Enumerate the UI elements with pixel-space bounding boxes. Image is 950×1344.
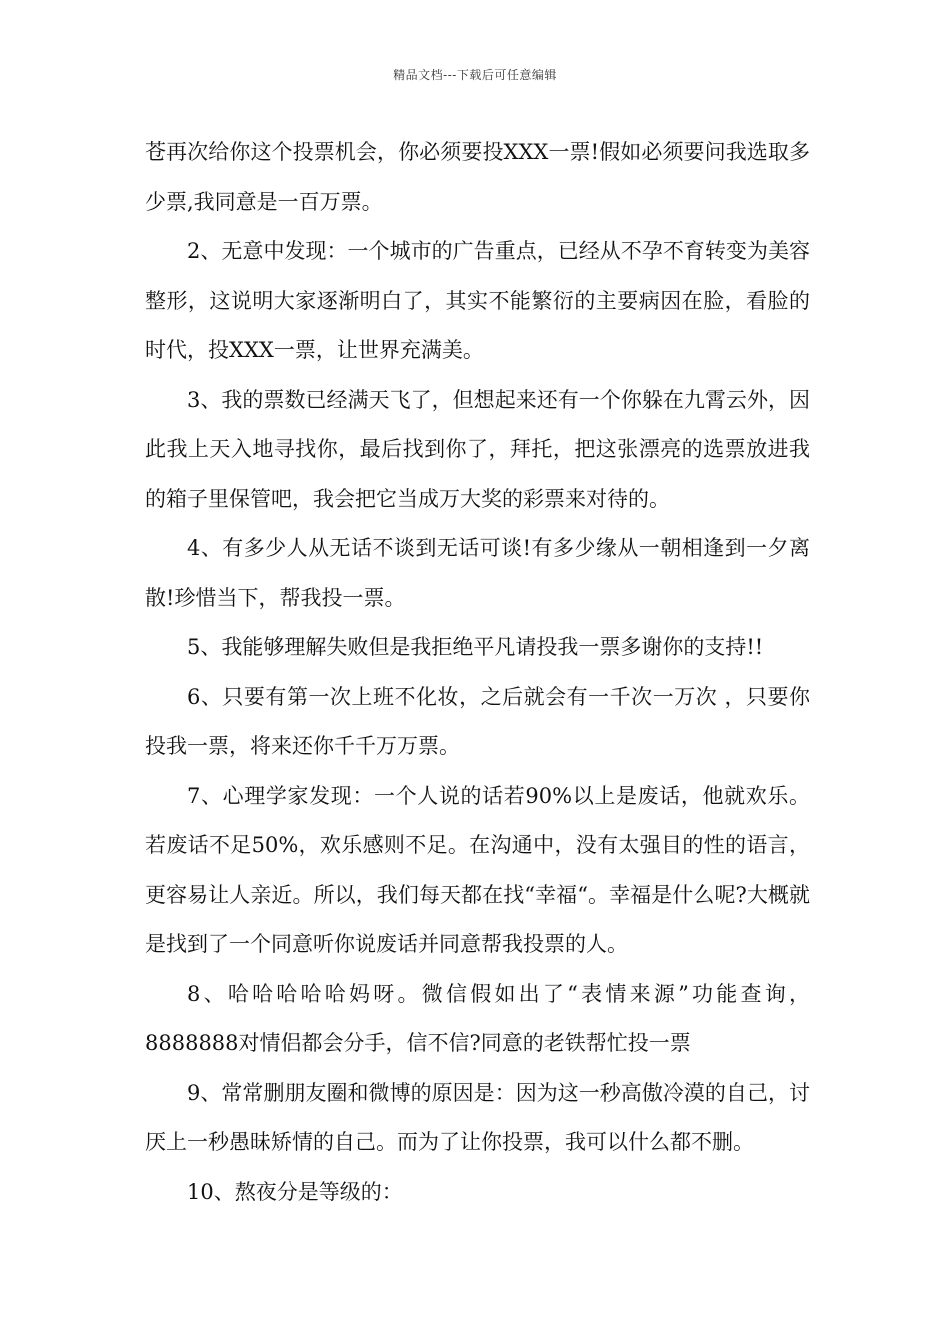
paragraph-item-10: 10、熬夜分是等级的： — [187, 1179, 403, 1204]
paragraph-item-5: 5、我能够理解失败但是我拒绝平凡请投我一票多谢你的支持!! — [187, 635, 764, 659]
paragraph-continuation: 苍再次给你这个投票机会，你必须要投XXX一票!假如必须要问我选取多少票,我同意是一百万票。 — [145, 140, 810, 214]
paragraph-item-2: 2、无意中发现：一个城市的广告重点，已经从不孕不育转变为美容整形，这说明大家逐渐明白了，其实不能繁衍的主要病因在脸，看脸的时代，投XXX一票，让世界充满美。 — [145, 239, 810, 362]
paragraph-item-8: 8、哈哈哈哈哈妈呀。微信假如出了“表情来源”功能查询，8888888对情侣都会分手，信不信?同意的老铁帮忙投一票 — [145, 981, 810, 1055]
paragraph-item-9: 9、常常删朋友圈和微博的原因是：因为这一秒高傲冷漠的自己，讨厌上一秒愚昧矫情的自己。而为了让你投票，我可以什么都不删。 — [145, 1080, 810, 1154]
document-body — [145, 128, 810, 1217]
paragraph-item-6: 6、只要有第一次上班不化妆，之后就会有一千次一万次 ，只要你投我一票，将来还你千千万万票。 — [145, 684, 810, 758]
paragraph-item-3: 3、我的票数已经满天飞了，但想起来还有一个你躲在九霄云外，因此我上天入地寻找你，最后找到你了，拜托，把这张漂亮的选票放进我的箱子里保管吧，我会把它当成万大奖的彩票来对待的。 — [145, 387, 810, 511]
page-header: 精品文档---下载后可任意编辑 — [393, 68, 557, 82]
paragraph-item-7: 7、心理学家发现：一个人说的话若90%以上是废话，他就欢乐。若废话不足50%，欢乐感则不足。在沟通中，没有太强目的性的语言，更容易让人亲近。所以，我们每天都在找“幸福“。幸福是什么呢?大概就是找到了一个同意听你说废话并同意帮我投票的人。 — [145, 783, 810, 956]
paragraph-item-4: 4、有多少人从无话不谈到无话可谈!有多少缘从一朝相逢到一夕离散!珍惜当下，帮我投一票。 — [145, 536, 810, 610]
